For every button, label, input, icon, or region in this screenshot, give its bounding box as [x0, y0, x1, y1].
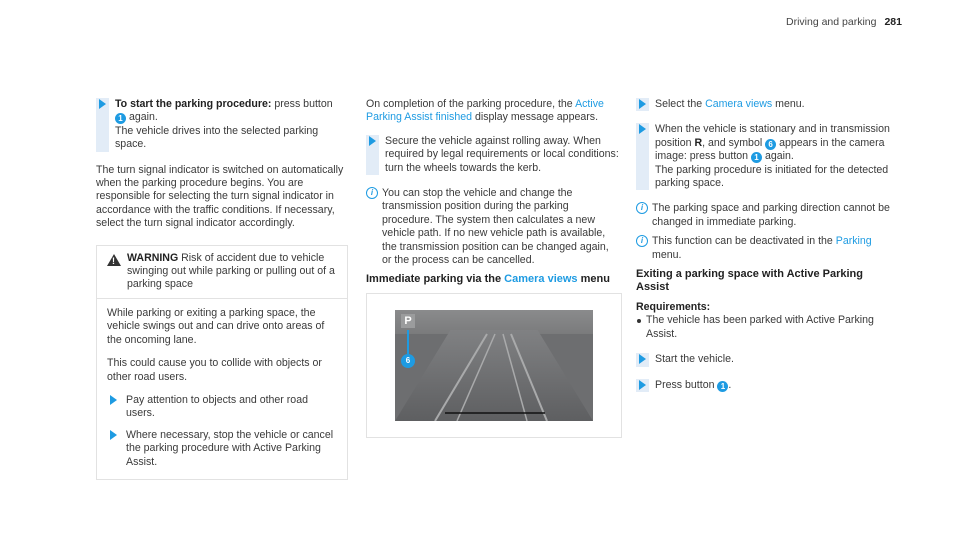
step-arrow-icon: [369, 136, 376, 146]
symbol-6-icon: 6: [765, 139, 776, 150]
step-start-parking: To start the parking procedure: press button 1 again. The vehicle drives into the selected parking space.: [96, 98, 348, 152]
parking-menu-link: Parking: [835, 235, 872, 248]
warning-box: ! WARNING Risk of accident due to vehicle swinging out while parking or pulling out of a parking space While parking or exiting a parking space, the vehicle swings out and can drive onto areas of the oncoming lane. This could cause you to collide with objects or other road users. Pay attention to objects and other road users. Where necessary, stop the vehicle or cancel the parking procedure with Active Parking Assist.: [96, 245, 348, 480]
step-secure-vehicle: Secure the vehicle against rolling away. When required by legal requirements or local conditions: turn the wheels towards the kerb.: [366, 135, 620, 175]
step-select-camera-views: Select the Camera views menu.: [636, 98, 892, 111]
page-header: [786, 16, 902, 29]
paragraph-completion: On completion of the parking procedure, the Active Parking Assist finished display message appears.: [366, 98, 604, 124]
display-message-link: Active Parking Assist finished: [366, 98, 604, 124]
warning-step-stop: Where necessary, stop the vehicle or cancel the parking procedure with Active Parking Assist.: [107, 429, 337, 469]
requirements-label: Requirements:: [636, 300, 711, 313]
parking-symbol-icon: P: [401, 314, 415, 328]
section-title: Driving and parking: [786, 16, 877, 28]
button-1-icon: 1: [717, 381, 728, 392]
info-icon: i: [636, 235, 648, 247]
camera-image: [395, 310, 593, 421]
camera-views-link: Camera views: [705, 98, 773, 110]
step-press-again: When the vehicle is stationary and in transmission position R, and symbol 6 appears in the camera image: press button 1 again. The parking procedure is initiated for the detected parking space.: [636, 123, 892, 190]
camera-view-figure: [366, 293, 622, 438]
info-note-deactivate: i This function can be deactivated in the Parking menu.: [636, 235, 892, 262]
step-arrow-icon: [110, 395, 117, 405]
info-icon: i: [366, 187, 378, 199]
info-icon: i: [636, 202, 648, 214]
button-1-icon: 1: [115, 113, 126, 124]
column-left: [96, 98, 348, 480]
column-middle: [366, 98, 620, 293]
gear-r-icon: R: [694, 136, 703, 149]
column-right: [636, 98, 892, 404]
paragraph-turn-signal: The turn signal indicator is switched on automatically when the parking procedure begins. You are responsible for selecting the turn signal indicator in accordance with the traffic conditions. If necessary, select the turn signal indicator accordingly.: [96, 163, 344, 230]
page-number: 281: [884, 16, 902, 28]
warning-icon: [107, 254, 121, 266]
heading-exiting: Exiting a parking space with Active Parking Assist: [636, 268, 863, 294]
step-arrow-icon: [99, 99, 106, 109]
step-arrow-icon: [639, 99, 646, 109]
step-arrow-icon: [639, 124, 646, 134]
info-note-direction: i The parking space and parking direction cannot be changed in immediate parking.: [636, 202, 892, 229]
callout-6: 6: [401, 354, 415, 368]
parking-guidelines: [395, 310, 593, 421]
warning-title: WARNING: [127, 251, 179, 264]
button-1-icon: 1: [751, 152, 762, 163]
step-start-vehicle: Start the vehicle.: [636, 353, 892, 366]
info-note-transmission: i You can stop the vehicle and change the transmission position during the parking procedure. The system then calculates a new vehicle path. If no new vehicle path is available, the transmission position can be changed again, or the process can be cancelled.: [366, 187, 620, 267]
step-arrow-icon: [639, 380, 646, 390]
warning-step-attention: Pay attention to objects and other road users.: [107, 394, 337, 421]
step-press-button: Press button 1 .: [636, 379, 892, 392]
step-arrow-icon: [639, 354, 646, 364]
step-arrow-icon: [110, 430, 117, 440]
requirement-item: The vehicle has been parked with Active Parking Assist.: [636, 314, 892, 341]
heading-immediate-parking: Immediate parking via the Camera views menu: [366, 273, 610, 286]
